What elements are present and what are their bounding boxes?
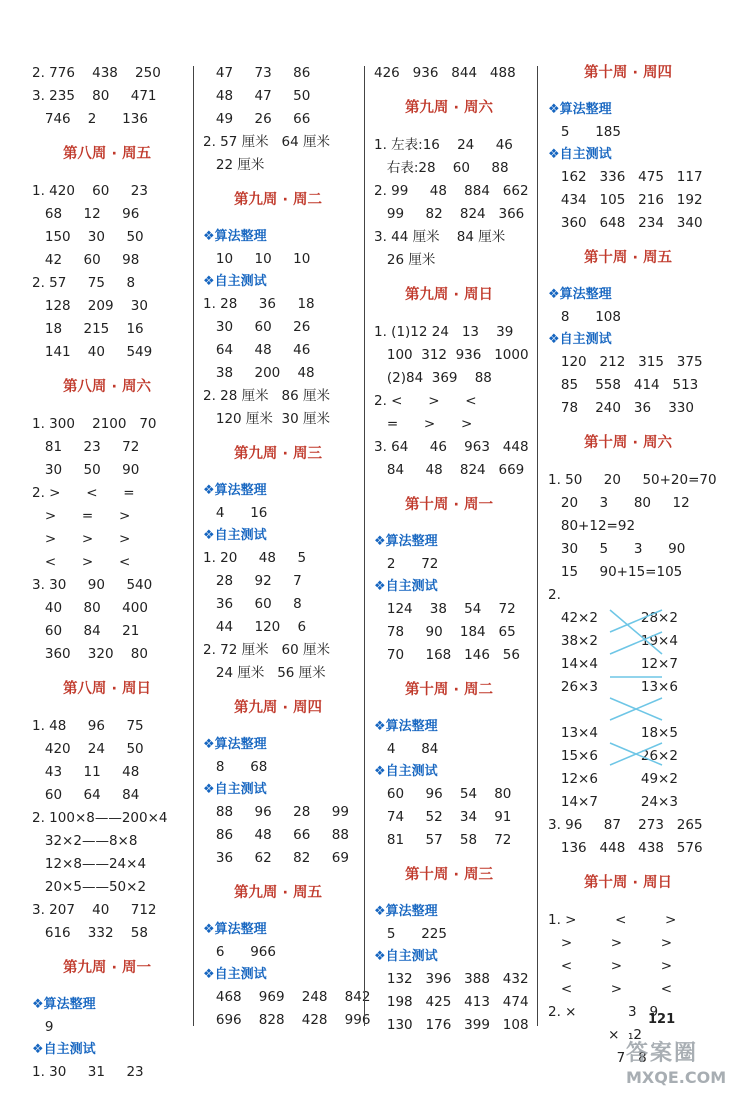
answer-line: 2. 28 厘米 86 厘米 — [203, 388, 330, 404]
answer-line: 88 96 28 99 — [203, 804, 349, 820]
answer-line: 5 185 — [548, 124, 621, 140]
matching-lines — [560, 602, 690, 782]
answer-line: 42 60 98 — [32, 252, 140, 268]
subsection-label: ❖ 算法整理 — [203, 480, 353, 502]
section-heading: 第九周 · 周日 — [404, 287, 494, 303]
subsection-label: ❖ 自主测试 — [203, 964, 353, 986]
answer-line: 74 52 34 91 — [374, 809, 512, 825]
answer-line: 1. 300 2100 70 — [32, 416, 157, 432]
section-heading: 第八周 · 周日 — [62, 681, 152, 697]
answer-line: 78 90 184 65 — [374, 624, 516, 640]
answer-line: 696 828 428 996 — [203, 1012, 371, 1028]
answer-line: 30 50 90 — [32, 462, 140, 478]
answer-line: 28 92 7 — [203, 573, 302, 589]
answer-line: 49 26 66 — [203, 111, 311, 127]
answer-line: 81 23 72 — [32, 439, 140, 455]
answer-line: 426 936 844 488 — [374, 65, 516, 81]
section-heading: 第八周 · 周六 — [62, 379, 152, 395]
section-heading: 第八周 · 周五 — [62, 146, 152, 162]
section-heading: 第十周 · 周一 — [404, 497, 494, 513]
section-heading: 第十周 · 周四 — [583, 65, 673, 81]
answer-line: > > > — [548, 935, 673, 951]
answer-line: 2 72 — [374, 556, 439, 572]
answer-line: 18 215 16 — [32, 321, 144, 337]
answer-line: 60 96 54 80 — [374, 786, 512, 802]
section-heading: 第九周 · 周五 — [233, 885, 323, 901]
answer-line: 124 38 54 72 — [374, 601, 516, 617]
answer-line: 15×6 26×2 — [548, 748, 678, 764]
answer-line: < > < — [32, 554, 131, 570]
column-3 — [374, 62, 529, 1037]
section-heading: 第十周 · 周六 — [583, 435, 673, 451]
answer-line: 36 62 82 69 — [203, 850, 349, 866]
section-heading: 第九周 · 周二 — [233, 192, 323, 208]
subsection-label: ❖ 自主测试 — [32, 1039, 182, 1061]
answer-line: = > > — [374, 416, 473, 432]
answer-line: 360 320 80 — [32, 646, 148, 662]
answer-line: 746 2 136 — [32, 111, 148, 127]
answer-line: 130 176 399 108 — [374, 1017, 529, 1033]
column-divider — [537, 66, 538, 1026]
subsection-label: ❖ 自主测试 — [203, 525, 353, 547]
answer-line: 2. 57 厘米 64 厘米 — [203, 134, 330, 150]
answer-line: 1. 20 48 5 — [203, 550, 307, 566]
answer-line: 434 105 216 192 — [548, 192, 703, 208]
answer-line: > > > — [32, 531, 131, 547]
answer-line: 2. 57 75 8 — [32, 275, 136, 291]
answer-line: 40 80 400 — [32, 600, 148, 616]
answer-line: 3. 44 厘米 84 厘米 — [374, 229, 506, 245]
answer-line: 84 48 824 669 — [374, 462, 525, 478]
section-heading: 第九周 · 周六 — [404, 100, 494, 116]
answer-line: 7 8 — [548, 1050, 647, 1066]
subsection-label: ❖ 算法整理 — [203, 919, 353, 941]
column-divider — [364, 66, 365, 1026]
answer-line: 3. 64 46 963 448 — [374, 439, 529, 455]
subsection-label: ❖ 自主测试 — [374, 946, 524, 968]
answer-line: > = > — [32, 508, 131, 524]
answer-line: 6 966 — [203, 944, 276, 960]
section-heading: 第十周 · 周三 — [404, 867, 494, 883]
column-4 — [548, 62, 717, 1070]
answer-line: 1. > < > — [548, 912, 677, 928]
column-1 — [32, 62, 182, 1084]
answer-line: 3. 235 80 471 — [32, 88, 157, 104]
answer-line: 120 212 315 375 — [548, 354, 703, 370]
answer-line: 20×5——50×2 — [32, 879, 147, 895]
answer-line: 99 82 824 366 — [374, 206, 525, 222]
answer-line: 8 68 — [203, 759, 268, 775]
column-2 — [203, 62, 371, 1032]
subsection-label: ❖ 自主测试 — [374, 761, 524, 783]
page-number: 121 — [648, 1012, 676, 1027]
answer-line: 1. 48 96 75 — [32, 718, 144, 734]
answer-line: 30 5 3 90 — [548, 541, 686, 557]
answer-line: 38 200 48 — [203, 365, 315, 381]
answer-line: 70 168 146 56 — [374, 647, 520, 663]
subsection-label: ❖ 自主测试 — [203, 779, 353, 801]
answer-line: 150 30 50 — [32, 229, 144, 245]
answer-line: × ₁2 — [548, 1027, 642, 1043]
subsection-label: ❖ 自主测试 — [548, 329, 708, 351]
column-divider — [193, 66, 194, 1026]
subsection-label: ❖ 算法整理 — [548, 99, 708, 121]
answer-line: 20 3 80 12 — [548, 495, 690, 511]
subsection-label: ❖ 自主测试 — [374, 576, 524, 598]
answer-line: 43 11 48 — [32, 764, 140, 780]
answer-line: 13×4 18×5 — [548, 725, 678, 741]
answer-line: 2. — [548, 587, 566, 603]
answer-line: 4 84 — [374, 741, 439, 757]
answer-line: 86 48 66 88 — [203, 827, 349, 843]
answer-line: 44 120 6 — [203, 619, 307, 635]
answer-line: 14×4 12×7 — [548, 656, 678, 672]
answer-line: 26 厘米 — [374, 252, 436, 268]
answer-line: 42×2 28×2 — [548, 610, 678, 626]
answer-line: 15 90+15=105 — [548, 564, 683, 580]
answer-line: 1. 左表:16 24 46 — [374, 137, 513, 153]
answer-line: 2. 776 438 250 — [32, 65, 161, 81]
subsection-label: ❖ 算法整理 — [374, 716, 524, 738]
answer-line: 2. × 3 9 — [548, 1004, 659, 1020]
answer-line: 1. 50 20 50+20=70 — [548, 472, 717, 488]
answer-line: 2. 99 48 884 662 — [374, 183, 529, 199]
answer-line: 1. 420 60 23 — [32, 183, 148, 199]
answer-line: 2. 100×8——200×4 — [32, 810, 168, 826]
answer-line: 78 240 36 330 — [548, 400, 694, 416]
answer-line: 38×2 19×4 — [548, 633, 678, 649]
section-heading: 第九周 · 周三 — [233, 446, 323, 462]
subsection-label: ❖ 算法整理 — [203, 734, 353, 756]
subsection-label: ❖ 算法整理 — [374, 901, 524, 923]
answer-line: < > < — [548, 981, 673, 997]
answer-line: 36 60 8 — [203, 596, 302, 612]
answer-line: 22 厘米 — [203, 157, 265, 173]
subsection-label: ❖ 自主测试 — [203, 271, 353, 293]
answer-line: 132 396 388 432 — [374, 971, 529, 987]
answer-line: 48 47 50 — [203, 88, 311, 104]
watermark-url: MXQE.COM — [626, 1068, 727, 1087]
answer-line: 120 厘米 30 厘米 — [203, 411, 330, 427]
answer-line: 60 64 84 — [32, 787, 140, 803]
answer-line: 468 969 248 842 — [203, 989, 371, 1005]
answer-line: 2. > < = — [32, 485, 135, 501]
watermark — [626, 1040, 726, 1088]
answer-line: 右表:28 60 88 — [374, 160, 509, 176]
answer-line: 360 648 234 340 — [548, 215, 703, 231]
section-heading: 第九周 · 周四 — [233, 700, 323, 716]
answer-line: 1. 28 36 18 — [203, 296, 315, 312]
subsection-label: ❖ 算法整理 — [548, 284, 708, 306]
subsection-label: ❖ 算法整理 — [203, 226, 353, 248]
answer-line: 198 425 413 474 — [374, 994, 529, 1010]
section-heading: 第九周 · 周一 — [62, 960, 152, 976]
section-heading: 第十周 · 周五 — [583, 250, 673, 266]
answer-line: 64 48 46 — [203, 342, 311, 358]
answer-line: 2. < > < — [374, 393, 477, 409]
answer-line: 3. 207 40 712 — [32, 902, 157, 918]
answer-line: 60 84 21 — [32, 623, 140, 639]
answer-line: 12×8——24×4 — [32, 856, 147, 872]
answer-line: 3. 30 90 540 — [32, 577, 153, 593]
answer-line: (2)84 369 88 — [374, 370, 492, 386]
subsection-label: ❖ 算法整理 — [374, 531, 524, 553]
answer-line: 616 332 58 — [32, 925, 148, 941]
answer-line: 1. 30 31 23 — [32, 1064, 144, 1080]
subsection-label: ❖ 算法整理 — [32, 994, 182, 1016]
answer-line: 9 — [32, 1019, 54, 1035]
answer-line: 162 336 475 117 — [548, 169, 703, 185]
section-heading: 第十周 · 周二 — [404, 682, 494, 698]
answer-line: 12×6 49×2 — [548, 771, 678, 787]
answer-line: 26×3 13×6 — [548, 679, 678, 695]
section-heading: 第十周 · 周日 — [583, 875, 673, 891]
answer-line: 81 57 58 72 — [374, 832, 512, 848]
answer-line: 3. 96 87 273 265 — [548, 817, 703, 833]
answer-line: 2. 72 厘米 60 厘米 — [203, 642, 330, 658]
answer-line: 5 225 — [374, 926, 447, 942]
answer-line: 14×7 24×3 — [548, 794, 678, 810]
answer-line: < > > — [548, 958, 673, 974]
answer-line: 24 厘米 56 厘米 — [203, 665, 326, 681]
watermark-text: 答案圈 — [626, 1041, 699, 1066]
answer-line: 10 10 10 — [203, 251, 311, 267]
answer-line: 1. (1)12 24 13 39 — [374, 324, 514, 340]
answer-line: 32×2——8×8 — [32, 833, 138, 849]
answer-line: 4 16 — [203, 505, 268, 521]
answer-line: 420 24 50 — [32, 741, 144, 757]
answer-line: 100 312 936 1000 — [374, 347, 529, 363]
subsection-label: ❖ 自主测试 — [548, 144, 708, 166]
answer-line: 136 448 438 576 — [548, 840, 703, 856]
answer-line: 128 209 30 — [32, 298, 148, 314]
answer-line: 141 40 549 — [32, 344, 153, 360]
answer-line: 68 12 96 — [32, 206, 140, 222]
answer-line: 30 60 26 — [203, 319, 311, 335]
answer-line: 80+12=92 — [548, 518, 636, 534]
answer-line: 47 73 86 — [203, 65, 311, 81]
answer-line: 85 558 414 513 — [548, 377, 699, 393]
answer-line: 8 108 — [548, 309, 621, 325]
